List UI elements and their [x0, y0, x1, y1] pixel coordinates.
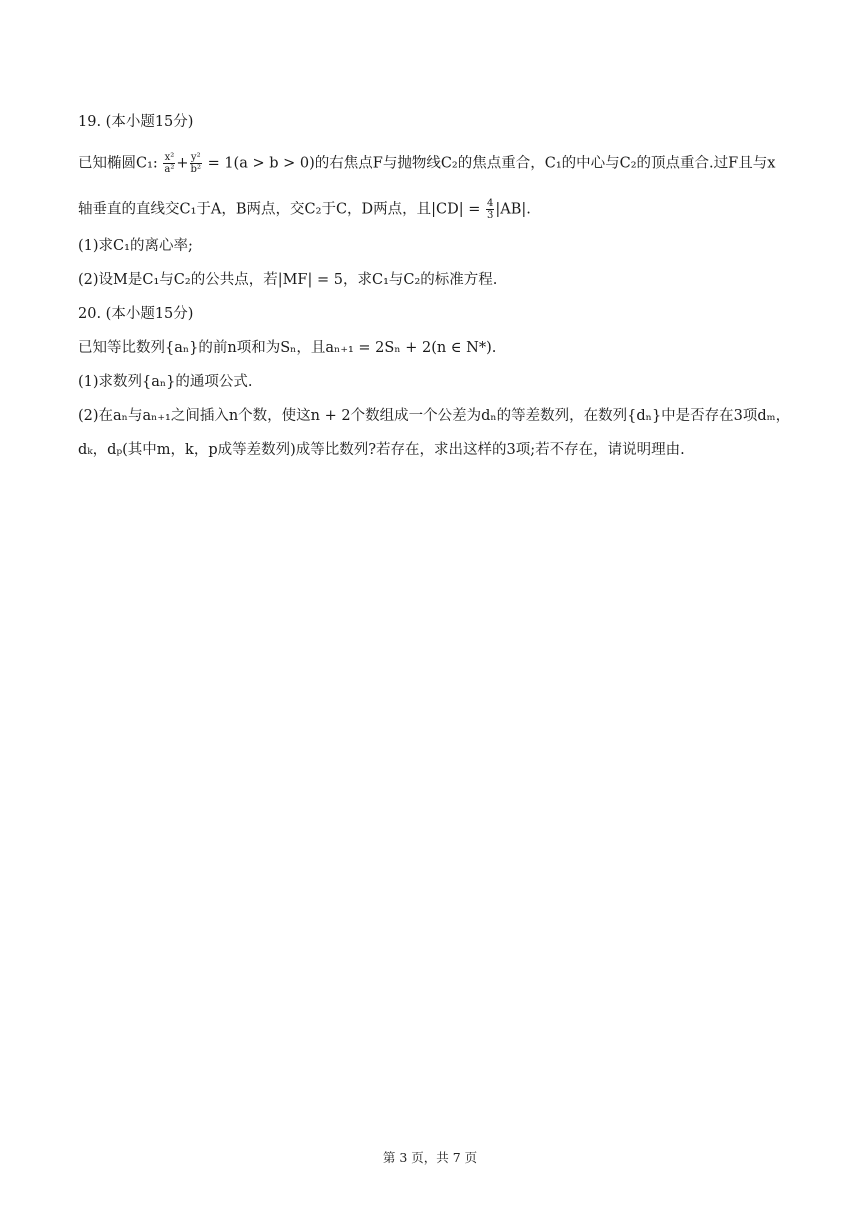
q20-part2-line1: (2)在aₙ与aₙ₊₁之间插入n个数，使这n + 2个数组成一个公差为dₙ的等差数列，在数列{dₙ}中是否存在3项dₘ， [78, 408, 791, 424]
fraction-denominator: 3 [487, 210, 494, 221]
q20-stem: 已知等比数列{aₙ}的前n项和为Sₙ，且aₙ₊₁ = 2Sₙ + 2(n ∈ N*). [78, 340, 497, 356]
q19-stem2-suffix: |AB|. [495, 201, 531, 218]
q20-part1: (1)求数列{aₙ}的通项公式. [78, 374, 253, 390]
q19-stem-line2 [78, 198, 531, 221]
fraction-numerator: 4 [487, 198, 494, 209]
fraction-denominator: a² [164, 164, 175, 175]
fraction-4-3 [486, 198, 494, 221]
fraction-numerator: y² [190, 152, 201, 163]
fraction-y2-b2 [190, 152, 202, 175]
page-footer: 第 3 页，共 7 页 [382, 1150, 478, 1165]
fraction-denominator: b² [190, 164, 201, 175]
fraction-numerator: x² [164, 152, 175, 163]
fraction-x2-a2 [163, 152, 175, 175]
q19-stem-suffix: = 1(a > b > 0)的右焦点F与抛物线C₂的焦点重合，C₁的中心与C₂的顶点重合.过F且与x [202, 155, 776, 172]
q19-stem-prefix: 已知椭圆C₁: [78, 155, 163, 172]
q19-stem-line1 [78, 152, 775, 175]
q19-header: 19. (本小题15分) [78, 114, 194, 130]
q19-part1: (1)求C₁的离心率; [78, 238, 193, 254]
q19-part2: (2)设M是C₁与C₂的公共点，若|MF| = 5，求C₁与C₂的标准方程. [78, 272, 498, 288]
plus-sign: + [176, 155, 189, 172]
q19-stem2-prefix: 轴垂直的直线交C₁于A，B两点，交C₂于C，D两点，且|CD| = [78, 201, 486, 218]
q20-header: 20. (本小题15分) [78, 306, 194, 322]
q20-part2-line2: dₖ，dₚ(其中m，k，p成等差数列)成等比数列?若存在，求出这样的3项;若不存在，请说明理由. [78, 442, 685, 458]
